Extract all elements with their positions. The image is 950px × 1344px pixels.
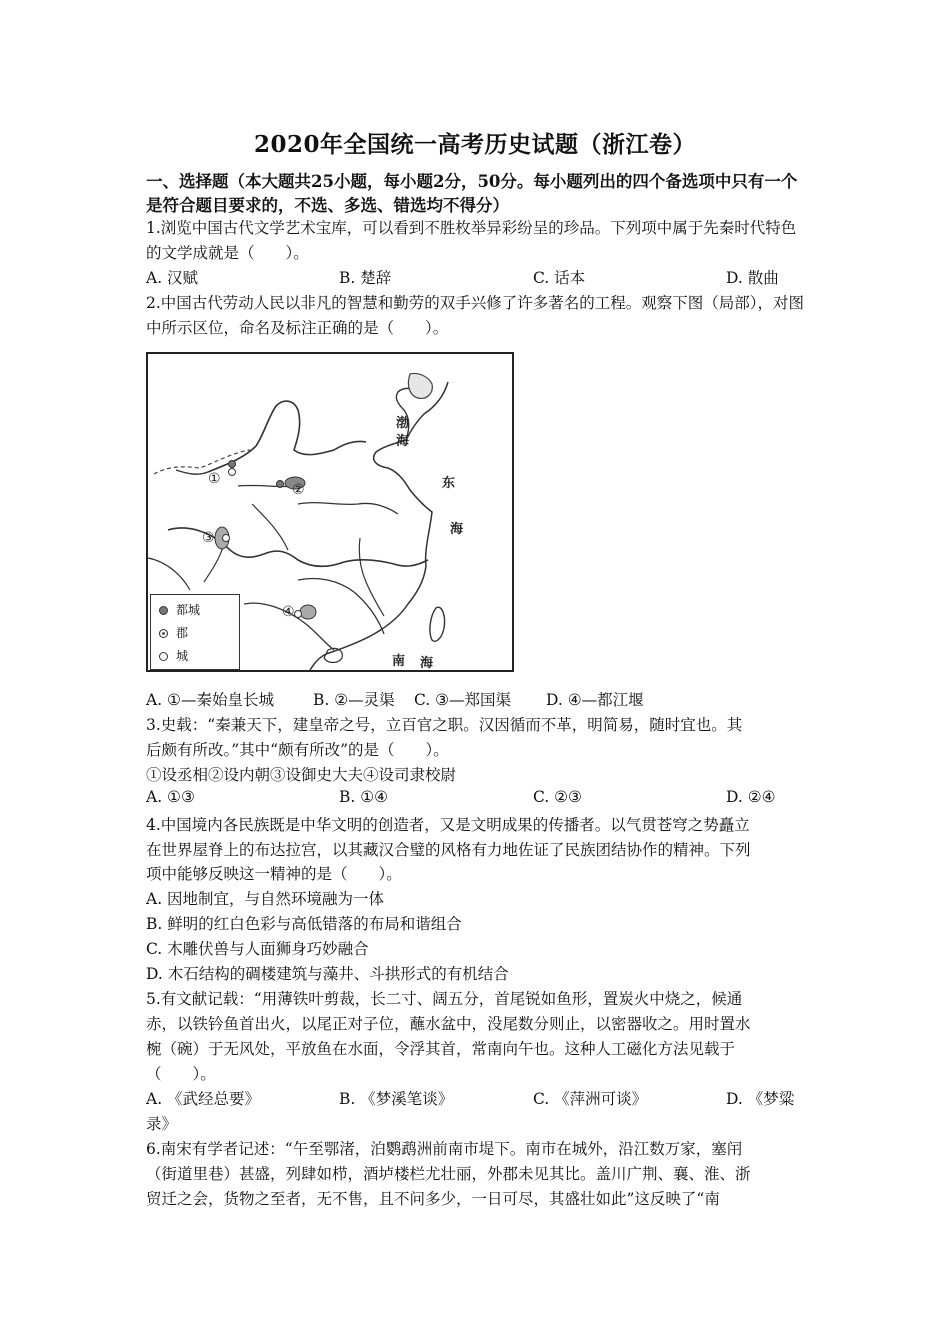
q3-line-2: 后颇有所改。”其中“颇有所改”的是（ ）。 xyxy=(146,741,449,759)
question-1-options xyxy=(146,266,806,290)
yangtze-branch xyxy=(204,544,224,582)
q4-line-3: 项中能够反映这一精神的是（ ）。 xyxy=(146,865,402,883)
sea-label-south-1: 南 xyxy=(392,654,406,669)
question-1-text: 1.浏览中国古代文学艺术宝库，可以看到不胜枚举异彩纷呈的珍品。下列项中属于先秦时代特色的文学成就是（ ）。 xyxy=(146,219,797,262)
question-2-text: 2.中国古代劳动人民以非凡的智慧和勤劳的双手兴修了许多著名的工程。观察下图（局部），对图中所示区位，命名及标注正确的是（ ）。 xyxy=(146,294,805,337)
q4-option-d[interactable]: D. 木石结构的碉楼建筑与藻井、斗拱形式的有机结合 xyxy=(146,965,509,983)
western-border xyxy=(148,558,190,590)
sea-label-bohai-2: 海 xyxy=(396,434,410,449)
q2-option-a[interactable]: A. ①—秦始皇长城 xyxy=(146,691,274,709)
capital-dot xyxy=(277,481,284,488)
question-3-options xyxy=(146,788,806,812)
jun-legend-icon xyxy=(159,629,168,638)
q4-line-1: 4.中国境内各民族既是中华文明的创造者，又是文明成果的传播者。以气贯苍穹之势矗立 xyxy=(146,816,750,834)
legend-capital: 都城 xyxy=(159,601,200,619)
city-legend-icon xyxy=(159,652,168,661)
legend-city: 城 xyxy=(159,647,188,665)
q6-line-1: 6.南宋有学者记述：“午至鄂渚，泊鹦鹉洲前南市堤下。南市在城外，沿江数万家，塞闬 xyxy=(146,1140,743,1158)
legend-jun: 郡 xyxy=(159,624,188,642)
sea-label-east-2: 海 xyxy=(450,522,464,537)
q1-option-d[interactable]: D. 散曲 xyxy=(726,269,779,287)
q2-option-b[interactable]: B. ②—灵渠 xyxy=(313,691,395,709)
area-4-shading xyxy=(300,605,316,619)
map-marker-2: ② xyxy=(292,482,305,498)
q1-option-b[interactable]: B. 楚辞 xyxy=(339,269,392,287)
q5-option-c[interactable]: C. 《萍洲可谈》 xyxy=(533,1090,648,1108)
q3-option-c[interactable]: C. ②③ xyxy=(533,788,582,806)
q5-option-d[interactable]: D. 《梦粱 xyxy=(726,1090,795,1108)
q6-line-3: 贸迁之会，货物之至者，无不售，且不问多少，一日可尽，其盛壮如此”这反映了“南 xyxy=(146,1190,720,1208)
sea-label-bohai-1: 渤 xyxy=(396,416,410,431)
q3-option-a[interactable]: A. ①③ xyxy=(146,788,195,806)
question-5-options xyxy=(146,1087,806,1111)
map-marker-3: ③ xyxy=(202,530,215,546)
q5-option-b[interactable]: B. 《梦溪笔谈》 xyxy=(339,1090,454,1108)
yellow-river-upper xyxy=(176,470,208,474)
q3-line-3: ①设丞相②设内朝③设御史大夫④设司隶校尉 xyxy=(146,766,457,784)
q4-option-b[interactable]: B. 鲜明的红白色彩与高低错落的布局和谐组合 xyxy=(146,915,462,933)
q5-line-3: 椀（碗）于无风处，平放鱼在水面，令浮其首，常南向午也。这种人工磁化方法见载于 xyxy=(146,1040,736,1058)
map-legend xyxy=(150,594,240,670)
q5-line-4: （ ）。 xyxy=(146,1065,216,1083)
capital-legend-icon xyxy=(159,606,168,615)
section-heading: 一、选择题（本大题共25小题，每小题2分，50分。每小题列出的四个备选项中只有一个是符合题目要求的，不选、多选、错选均不得分） xyxy=(146,172,798,215)
map-marker-4: ④ xyxy=(282,604,295,620)
page-title: 2020年全国统一高考历史试题（浙江卷） xyxy=(253,131,696,158)
china-map-figure xyxy=(146,352,514,672)
city-dot xyxy=(229,469,236,476)
q5-line-2: 赤，以铁钤鱼首出火，以尾正对子位，蘸水盆中，没尾数分则止，以密器收之。用时置水 xyxy=(146,1015,751,1033)
q2-option-c[interactable]: C. ③—郑国渠 xyxy=(414,691,512,709)
capital-dot xyxy=(229,461,236,468)
huai-river xyxy=(298,503,398,514)
q3-line-1: 3.史载：“秦兼天下，建皇帝之号，立百官之职。汉因循而不革，明简易，随时宜也。其 xyxy=(146,716,743,734)
q4-option-c[interactable]: C. 木雕伏兽与人面狮身巧妙融合 xyxy=(146,940,369,958)
q5-option-a[interactable]: A. 《武经总要》 xyxy=(146,1090,261,1108)
city-dot xyxy=(223,535,230,542)
q1-option-c[interactable]: C. 话本 xyxy=(533,269,586,287)
q5-line-1: 5.有文献记载：“用薄铁叶剪裁，长二寸、阔五分，首尾锐如鱼形，置炭火中烧之，候通 xyxy=(146,990,743,1008)
liaodong-area xyxy=(408,373,432,398)
q3-option-d[interactable]: D. ②④ xyxy=(726,788,776,806)
q4-option-a[interactable]: A. 因地制宜，与自然环境融为一体 xyxy=(146,890,385,908)
q5-option-d-continued: 录》 xyxy=(146,1115,178,1133)
gan-river xyxy=(359,538,384,616)
coastline xyxy=(310,382,448,670)
q2-option-d[interactable]: D. ④—都江堰 xyxy=(546,691,644,709)
map-marker-1: ① xyxy=(208,471,221,487)
sea-label-south-2: 海 xyxy=(420,656,434,671)
q4-line-2: 在世界屋脊上的布达拉宫，以其藏汉合璧的风格有力地佐证了民族团结协作的精神。下列 xyxy=(146,841,751,859)
taiwan-island xyxy=(430,607,445,641)
q3-option-b[interactable]: B. ①④ xyxy=(339,788,389,806)
city-dot xyxy=(295,611,302,618)
q6-line-2: （街道里巷）甚盛，列肆如栉，酒垆楼栏尤壮丽，外郡未见其比。盖川广荆、襄、淮、浙 xyxy=(146,1165,751,1183)
sea-label-east-1: 东 xyxy=(442,476,456,491)
q1-option-a[interactable]: A. 汉赋 xyxy=(146,269,199,287)
hainan-island xyxy=(324,648,342,662)
question-2-options xyxy=(146,688,806,712)
han-river xyxy=(252,504,288,550)
